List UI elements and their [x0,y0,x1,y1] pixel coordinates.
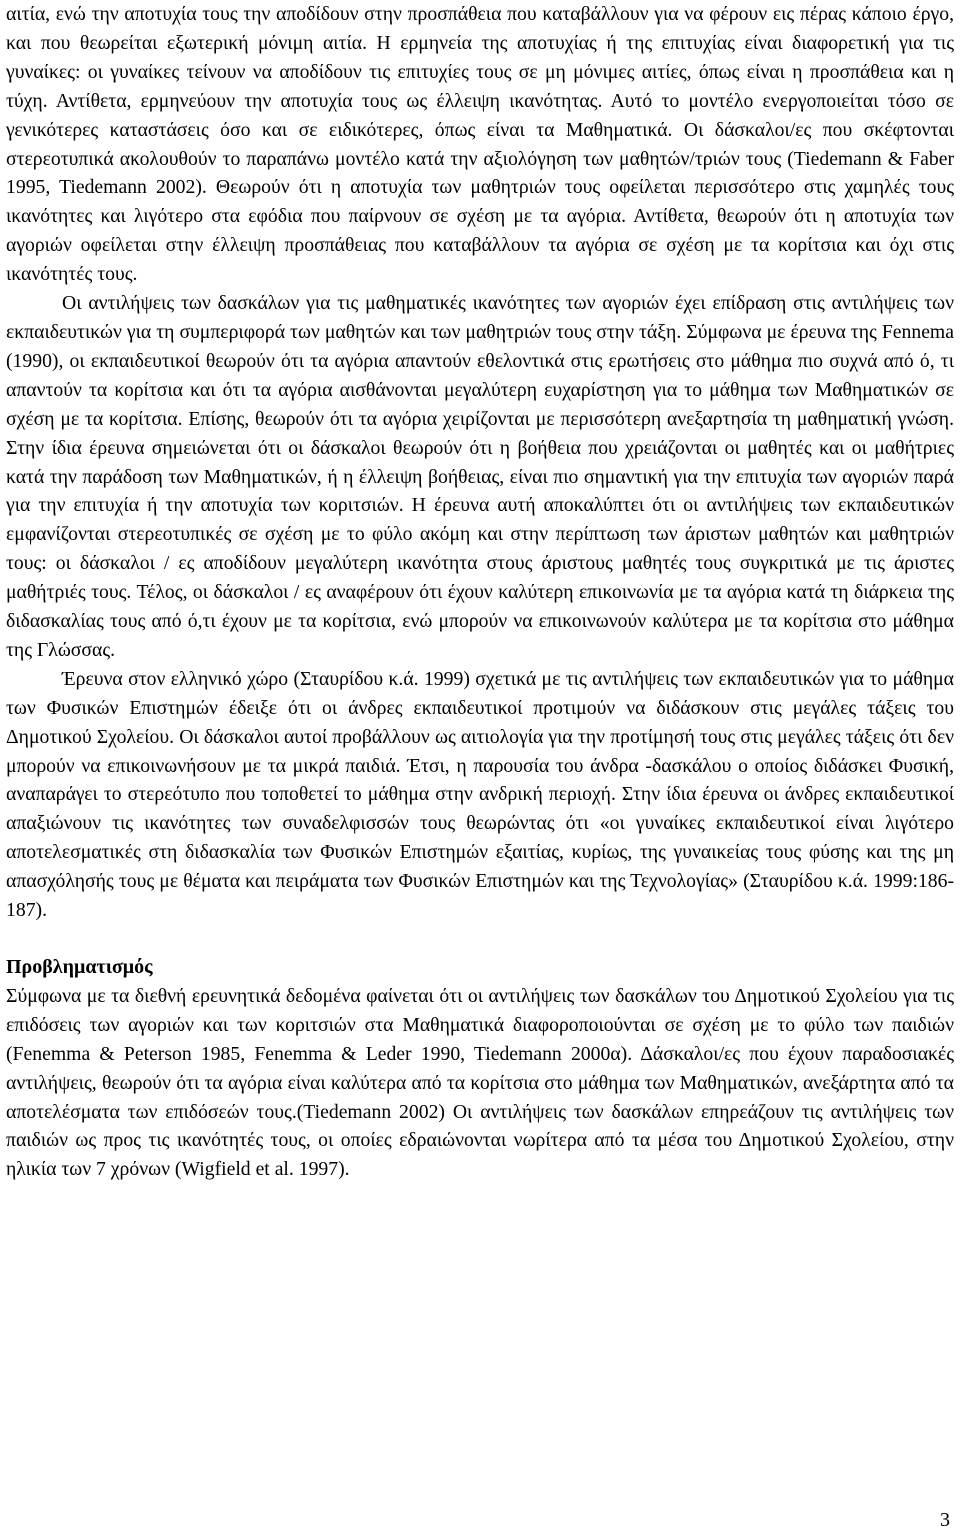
document-page [6,0,954,1184]
paragraph-attribution-models: αιτία, ενώ την αποτυχία τους την αποδίδουν στην προσπάθεια που καταβάλλουν για να φέρουν εις πέρας κάποιο έργο, και που θεωρείται εξωτερική μόνιμη αιτία. Η ερμηνεία της αποτυχίας ή της επιτυχίας είναι διαφορετική για τις γυναίκες: οι γυναίκες τείνουν να αποδίδουν τις επιτυχίες τους σε μη μόνιμες αιτίες, όπως είναι η προσπάθεια και η τύχη. Αντίθετα, ερμηνεύουν την αποτυχία τους ως έλλειψη ικανότητας. Αυτό το μοντέλο ενεργοποιείται τόσο σε γενικότερες καταστάσεις όσο και σε ειδικότερες, όπως είναι τα Μαθηματικά. Οι δάσκαλοι/ες που σκέφτονται στερεοτυπικά ακολουθούν το παραπάνω μοντέλο κατά την αξιολόγηση των μαθητών/τριών τους (Tiedemann & Faber 1995, Tiedemann 2002). Θεωρούν ότι η αποτυχία των μαθητριών τους οφείλεται περισσότερο στις χαμηλές τους ικανότητες και λιγότερο στα εφόδια που παίρνουν σε σχέση με τα αγόρια. Αντίθετα, θεωρούν ότι η αποτυχία των αγοριών οφείλεται στην έλλειψη προσπάθειας που καταβάλλουν τα αγόρια σε σχέση με τα κορίτσια και όχι στις ικανότητές τους. [6,3,954,286]
paragraph-greek-research: Έρευνα στον ελληνικό χώρο (Σταυρίδου κ.ά. 1999) σχετικά με τις αντιλήψεις των εκπαιδευτικών για το μάθημα των Φυσικών Επιστημών έδειξε ότι οι άνδρες εκπαιδευτικοί προτιμούν να διδάσκουν στις μεγάλες τάξεις του Δημοτικού Σχολείου. Οι δάσκαλοι αυτοί προβάλλουν ως αιτιολογία για την προτίμησή τους στις μεγάλες τάξεις ότι δεν μπορούν να επικοινωνήσουν με τα μικρά παιδιά. Έτσι, η παρουσία του άνδρα -δασκάλου ο οποίος διδάσκει Φυσική, αναπαράγει το στερεότυπο που τοποθετεί το μάθημα στην ανδρική περιοχή. Στην ίδια έρευνα οι άνδρες εκπαιδευτικοί απαξιώνουν τις ικανότητες των συναδελφισσών τους θεωρώντας ότι «οι γυναίκες εκπαιδευτικοί είναι λιγότερο αποτελεσματικές στη διδασκαλία των Φυσικών Επιστημών εξαιτίας, κυρίως, της γυναικείας τους φύσης και της μη απασχόλησής τους με θέματα και πειράματα των Φυσικών Επιστημών και της Τεχνολογίας» (Σταυρίδου κ.ά. 1999:186-187). [6,667,954,922]
paragraph-teacher-perceptions: Οι αντιλήψεις των δασκάλων για τις μαθηματικές ικανότητες των αγοριών έχει επίδραση στις αντιλήψεις των εκπαιδευτικών για τη συμπεριφορά των μαθητών και των μαθητριών τους στην τάξη. Σύμφωνα με έρευνα της Fennema (1990), οι εκπαιδευτικοί θεωρούν ότι τα αγόρια απαντούν εθελοντικά στις ερωτήσεις στο μάθημα πιο συχνά από ό, τι απαντούν τα κορίτσια και ότι τα αγόρια αισθάνονται μεγαλύτερη ευχαρίστηση για το μάθημα των Μαθηματικών σε σχέση με τα κορίτσια. Επίσης, θεωρούν ότι τα αγόρια χειρίζονται με περισσότερη ανεξαρτησία τη μαθηματική γνώση. Στην ίδια έρευνα σημειώνεται ότι οι δάσκαλοι θεωρούν ότι η βοήθεια που χρειάζονται οι μαθητές και οι μαθήτριες κατά την παράδοση των Μαθηματικών, ή η έλλειψη βοήθειας, είναι πιο σημαντική για την επιτυχία των αγοριών παρά για την επιτυχία ή την αποτυχία των κοριτσιών. Η έρευνα αυτή αποκαλύπτει ότι οι αντιλήψεις των εκπαιδευτικών εμφανίζονται στερεοτυπικές σε σχέση με το φύλο ακόμη και στην περίπτωση των άριστων μαθητών και μαθητριών τους: οι δάσκαλοι / ες αποδίδουν μεγαλύτερη ικανότητα στους άριστους μαθητές τους συγκριτικά με τις άριστες μαθήτριές τους. Τέλος, οι δάσκαλοι / ες αναφέρουν ότι έχουν καλύτερη επικοινωνία με τα αγόρια κατά τη διάρκεια της διδασκαλίας τους από ό,τι έχουν με τα κορίτσια, ενώ μπορούν να επικοινωνούν καλύτερα με τα κορίτσια στο μάθημα της Γλώσσας. [6,292,954,661]
paragraph-problem-statement: Σύμφωνα με τα διεθνή ερευνητικά δεδομένα φαίνεται ότι οι αντιλήψεις των δασκάλων του Δημοτικού Σχολείου για τις επιδόσεις των αγοριών και των κοριτσιών στα Μαθηματικά διαφοροποιούνται σε σχέση με το φύλο των παιδιών (Fenemma & Peterson 1985, Fenemma & Leder 1990, Tiedemann 2000α). Δάσκαλοι/ες που έχουν παραδοσιακές αντιλήψεις, θεωρούν ότι τα αγόρια είναι καλύτερα από τα κορίτσια στο μάθημα των Μαθηματικών, ανεξάρτητα από τα αποτελέσματα των επιδόσεών τους.(Tiedemann 2002) Οι αντιλήψεις των δασκάλων επηρεάζουν τις αντιλήψεις των παιδιών ως προς τις ικανότητές τους, οι οποίες εδραιώνονται νωρίτερα από τα μέσα του Δημοτικού Σχολείου, στην ηλικία των 7 χρόνων (Wigfield et al. 1997). [6,984,954,1181]
page-number: 3 [940,1509,950,1531]
section-heading: Προβληματισμός [6,956,153,978]
section-spacer [6,925,954,953]
